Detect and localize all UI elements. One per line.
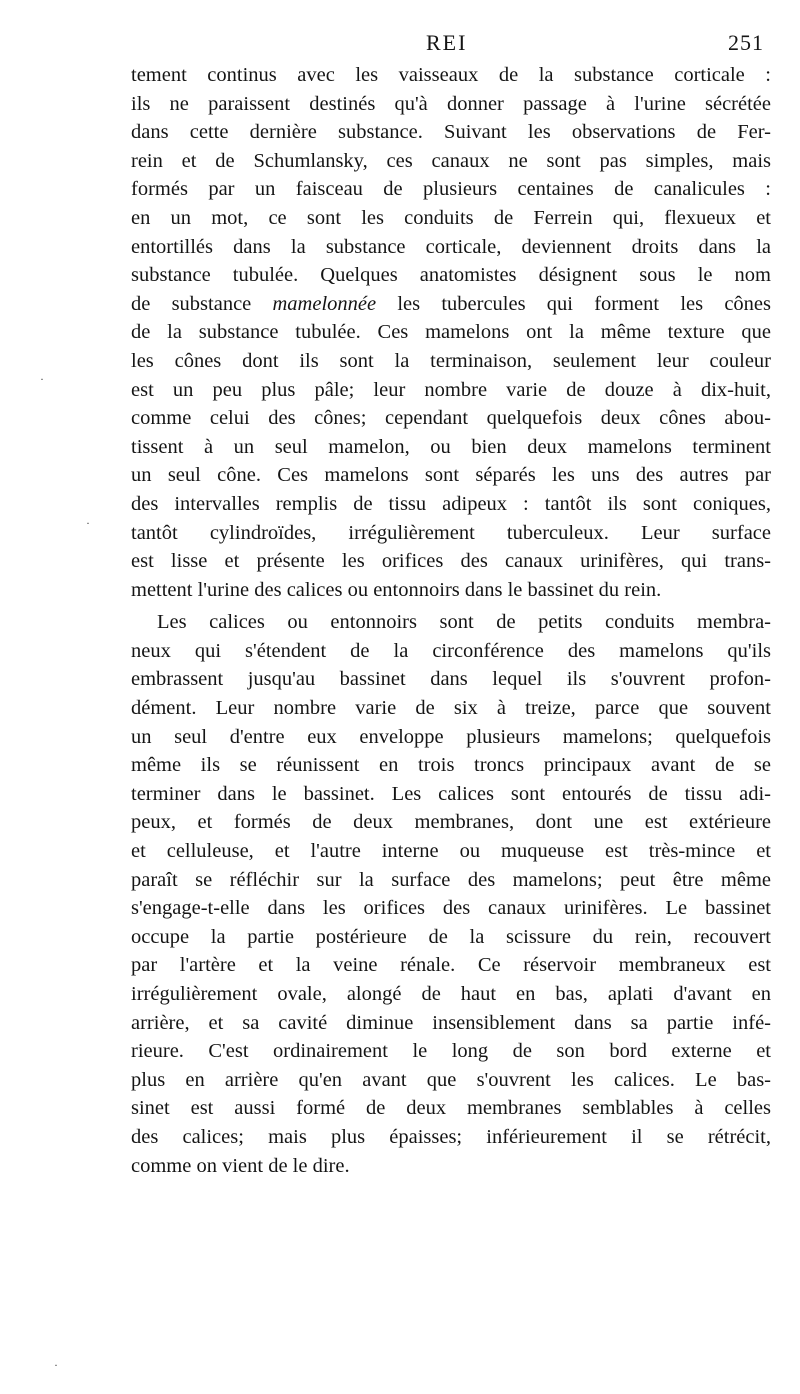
- text-line: par l'artère et la veine rénale. Ce réservoir membraneux est: [131, 954, 771, 977]
- text-line: substance tubulée. Quelques anatomistes désignent sous le nom: [131, 264, 771, 287]
- text-line: mettent l'urine des calices ou entonnoirs dans le bassinet du rein.: [131, 578, 662, 601]
- text-line: irrégulièrement ovale, alongé de haut en bas, aplati d'avant en: [131, 983, 771, 1005]
- text-line: dans cette dernière substance. Suivant les observations de Fer-: [131, 121, 771, 144]
- text-line: dément. Leur nombre varie de six à treize, parce que souvent: [131, 697, 771, 720]
- text-line: en un mot, ce sont les conduits de Ferrein qui, flexueux et: [131, 206, 771, 229]
- text-line: de la substance tubulée. Ces mamelons ont la même texture que: [131, 321, 771, 344]
- margin-speck: ·: [54, 1358, 58, 1372]
- text-line: et celluleuse, et l'autre interne ou muqueuse est très-mince et: [131, 840, 771, 863]
- text-line: s'engage-t-elle dans les orifices des canaux urinifères. Le bassinet: [131, 897, 771, 920]
- text-line: Les calices ou entonnoirs sont de petits conduits membra-: [157, 611, 771, 634]
- text-line: plus en arrière qu'en avant que s'ouvrent les calices. Le bas-: [131, 1068, 771, 1091]
- text-line: formés par un faisceau de plusieurs centaines de canalicules :: [131, 178, 771, 201]
- running-title: REI: [426, 30, 468, 55]
- margin-speck: ·: [40, 372, 44, 386]
- text-line: paraît se réfléchir sur la surface des mamelons; peut être même: [131, 868, 771, 891]
- text-line: neux qui s'étendent de la circonférence des mamelons qu'ils: [131, 639, 771, 662]
- text-line: sinet est aussi formé de deux membranes semblables à celles: [131, 1097, 771, 1120]
- body-text: [131, 61, 771, 1180]
- text-line: tement continus avec les vaisseaux de la substance corticale :: [131, 64, 771, 86]
- text-line: de substance mamelonnée les tubercules qui forment les cônes: [131, 292, 771, 315]
- text-line: comme celui des cônes; cependant quelquefois deux cônes abou-: [131, 407, 771, 430]
- text-line: embrassent jusqu'au bassinet dans lequel ils s'ouvrent profon-: [131, 668, 771, 691]
- text-line: tissent à un seul mamelon, ou bien deux mamelons terminent: [131, 435, 771, 458]
- text-line: même ils se réunissent en trois troncs principaux avant de se: [131, 754, 771, 777]
- text-line: comme on vient de le dire.: [131, 1154, 350, 1177]
- text-line: des calices; mais plus épaisses; inférieurement il se rétrécit,: [131, 1125, 771, 1148]
- text-line: un seul d'entre eux enveloppe plusieurs mamelons; quelquefois: [131, 725, 771, 748]
- text-line: est un peu plus pâle; leur nombre varie de douze à dix-huit,: [131, 378, 771, 401]
- text-line: peux, et formés de deux membranes, dont une est extérieure: [131, 811, 771, 834]
- margin-speck: ·: [86, 516, 90, 530]
- text-line: est lisse et présente les orifices des canaux urinifères, qui trans-: [131, 550, 771, 573]
- text-line: arrière, et sa cavité diminue insensiblement dans sa partie infé-: [131, 1011, 771, 1034]
- text-line: rein et de Schumlansky, ces canaux ne sont pas simples, mais: [131, 149, 771, 172]
- running-header: [0, 30, 800, 60]
- text-line: ils ne paraissent destinés qu'à donner passage à l'urine sécrétée: [131, 92, 771, 115]
- page-number: 251: [728, 30, 764, 55]
- text-line: terminer dans le bassinet. Les calices sont entourés de tissu adi-: [131, 782, 771, 805]
- text-line: des intervalles remplis de tissu adipeux : tantôt ils sont coniques,: [131, 492, 771, 515]
- text-line: les cônes dont ils sont la terminaison, seulement leur couleur: [131, 349, 771, 372]
- text-line: occupe la partie postérieure de la scissure du rein, recouvert: [131, 925, 771, 948]
- text-line: rieure. C'est ordinairement le long de son bord externe et: [131, 1040, 771, 1063]
- text-line: entortillés dans la substance corticale, deviennent droits dans la: [131, 235, 771, 258]
- text-line: un seul cône. Ces mamelons sont séparés les uns des autres par: [131, 464, 771, 487]
- text-line: tantôt cylindroïdes, irrégulièrement tuberculeux. Leur surface: [131, 521, 771, 544]
- paragraph: [131, 61, 771, 604]
- paragraph: [131, 608, 771, 1180]
